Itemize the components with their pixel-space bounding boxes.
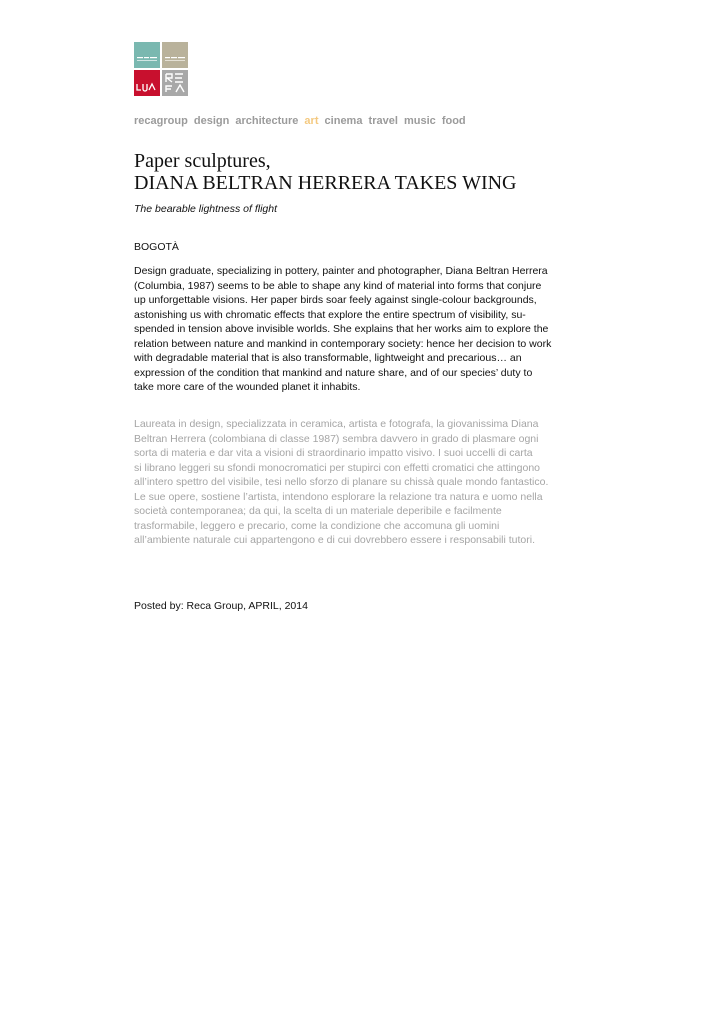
- body-en-line: spended in tension above invisible worlds. She explains that her works aim to explore the: [134, 323, 549, 335]
- reca-group-logo[interactable]: [134, 42, 188, 96]
- body-it-line: si librano leggeri su sfondi monocromatici per stupirci con effetti cromatici che attingono: [134, 461, 541, 474]
- body-it-line: Laureata in design, specializzata in ceramica, artista e fotografa, la giovanissima Diana: [134, 418, 539, 430]
- nav-item-cinema[interactable]: cinema: [324, 115, 363, 127]
- body-en-line: Design graduate, specializing in pottery, painter and photographer, Diana Beltran Herrera: [134, 265, 548, 277]
- body-it-line: società contemporanea; da qui, la scelta di un materiale deperibile e facilmente: [134, 505, 502, 517]
- body-en-line: take more care of the wounded planet it inhabits.: [134, 381, 361, 393]
- posted-by: Posted by: Reca Group, APRIL, 2014: [134, 600, 308, 612]
- nav-item-architecture[interactable]: architecture: [235, 115, 299, 127]
- body-it-line: all’intero spettro del visibile, tesi nello sforzo di planare su chissà quale mondo fantastico.: [134, 476, 549, 488]
- nav-item-art[interactable]: art: [304, 115, 319, 127]
- body-en-line: astonishing us with chromatic effects that explore the entire spectrum of visibility, su-: [134, 308, 526, 321]
- logo-tile-red: [134, 70, 160, 96]
- body-it-line: Beltran Herrera (colombiana di classe 1987) sembra davvero in grado di plasmare ogni: [134, 432, 539, 445]
- logo-tile-teal: [134, 42, 160, 68]
- article-title-line-1: Paper sculptures,: [134, 150, 271, 172]
- article-body-english: [134, 264, 552, 395]
- article-body-italian: [134, 417, 549, 548]
- nav-item-travel[interactable]: travel: [368, 115, 398, 127]
- body-en-line: expression of the condition that mankind and nature share, and of our species’ duty to: [134, 366, 533, 379]
- category-nav: [134, 115, 469, 127]
- body-it-line: Le sue opere, sostiene l’artista, intendono esplorare la relazione tra natura e uomo nella: [134, 490, 543, 503]
- body-en-line: with degradable material that is also transformable, lightweight and precarious… an: [134, 352, 522, 364]
- logo-tile-khaki: [162, 42, 188, 68]
- nav-item-food[interactable]: food: [441, 115, 466, 127]
- nav-item-design[interactable]: design: [193, 115, 230, 127]
- nav-item-music[interactable]: music: [403, 115, 436, 127]
- nav-item-recagroup[interactable]: recagroup: [134, 115, 188, 127]
- logo-tile-grey: [162, 70, 188, 96]
- article-title: [134, 150, 517, 194]
- body-en-line: relation between nature and mankind in contemporary society: hence her decision to work: [134, 337, 552, 350]
- body-it-line: all’ambiente naturale cui appartengono e di cui dovrebbero essere i responsabili tutori.: [134, 534, 535, 546]
- article-title-line-2: DIANA BELTRAN HERRERA TAKES WING: [134, 172, 517, 194]
- article-subtitle: The bearable lightness of flight: [134, 203, 278, 215]
- body-it-line: sorta di materia e dar vita a visioni di straordinario impatto visivo. I suoi uccelli di carta: [134, 447, 533, 459]
- article-location: BOGOTÀ: [134, 241, 179, 253]
- body-en-line: up unforgettable visions. Her paper birds soar feely against single-colour backgrounds,: [134, 294, 537, 306]
- body-en-line: (Columbia, 1987) seems to be able to shape any kind of material into forms that conjure: [134, 279, 542, 292]
- body-it-line: trasformabile, leggero e precario, come la condizione che accomuna gli uomini: [134, 519, 500, 532]
